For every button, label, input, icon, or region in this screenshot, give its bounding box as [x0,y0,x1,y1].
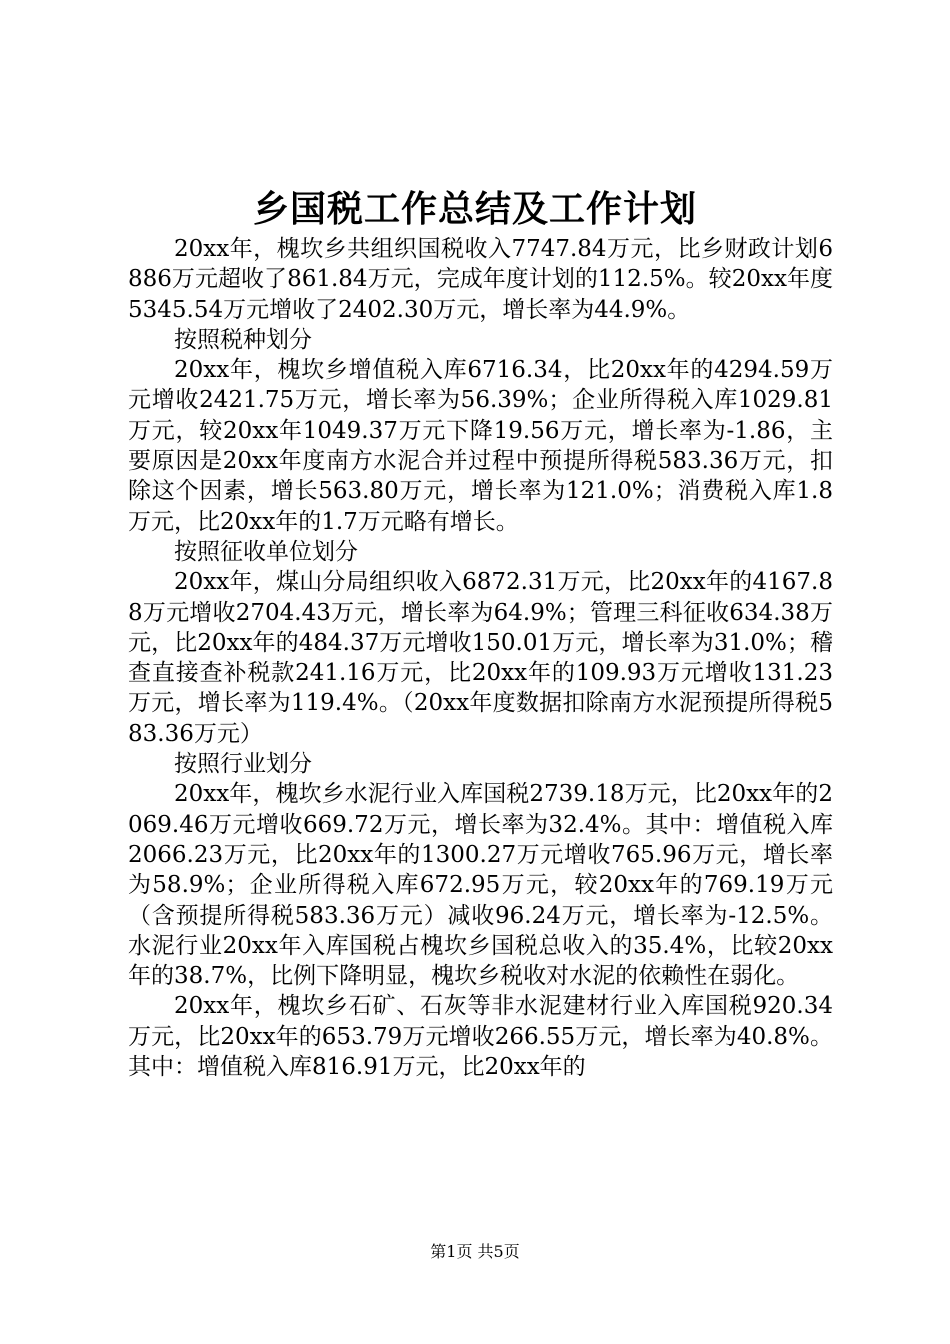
page-footer: 第1页 共5页 [430,1242,520,1261]
paragraph-cement-industry: 20xx年，槐坎乡水泥行业入库国税2739.18万元，比20xx年的2069.46万元增收669.72万元，增长率为32.4%。其中：增值税入库2066.23万元，比20xx年的1300.27万元增收765.96万元，增长率为58.9%；企业所得税入库672.95万元，较20xx年的769.19万元（含预提所得税583.36万元）减收96.24万元，增长率为-12.5%。水泥行业20xx年入库国税占槐坎乡国税总收入的35.4%，比较20xx年的38.7%，比例下降明显，槐坎乡税收对水泥的依赖性在弱化。 [128,781,833,990]
document-title: 乡国税工作总结及工作计划 [252,188,697,230]
document-body [128,234,833,1082]
section-heading-collection-unit: 按照征收单位划分 [174,538,358,565]
section-heading-industry: 按照行业划分 [174,751,312,778]
paragraph-collection-unit: 20xx年，煤山分局组织收入6872.31万元，比20xx年的4167.88万元增收2704.43万元，增长率为64.9%；管理三科征收634.38万元，比20xx年的484.37万元增收150.01万元，增长率为31.0%；稽查直接查补税款241.16万元，比20xx年的109.93万元增收131.23万元，增长率为119.4%。（20xx年度数据扣除南方水泥预提所得税583.36万元） [128,569,833,747]
paragraph-tax-type: 20xx年，槐坎乡增值税入库6716.34，比20xx年的4294.59万元增收2421.75万元，增长率为56.39%；企业所得税入库1029.81万元，较20xx年1049.37万元下降19.56万元，增长率为-1.86，主要原因是20xx年度南方水泥合并过程中预提所得税583.36万元，扣除这个因素，增长563.80万元，增长率为121.0%；消费税入库1.8万元，比20xx年的1.7万元略有增长。 [128,357,833,535]
paragraph-summary: 20xx年，槐坎乡共组织国税收入7747.84万元，比乡财政计划6886万元超收了861.84万元，完成年度计划的112.5%。较20xx年度5345.54万元增收了2402.30万元，增长率为44.9%。 [128,236,833,323]
paragraph-building-materials: 20xx年，槐坎乡石矿、石灰等非水泥建材行业入库国税920.34万元，比20xx年的653.79万元增收266.55万元，增长率为40.8%。其中：增值税入库816.91万元，比20xx年的 [128,993,833,1081]
section-heading-tax-type: 按照税种划分 [174,326,312,353]
